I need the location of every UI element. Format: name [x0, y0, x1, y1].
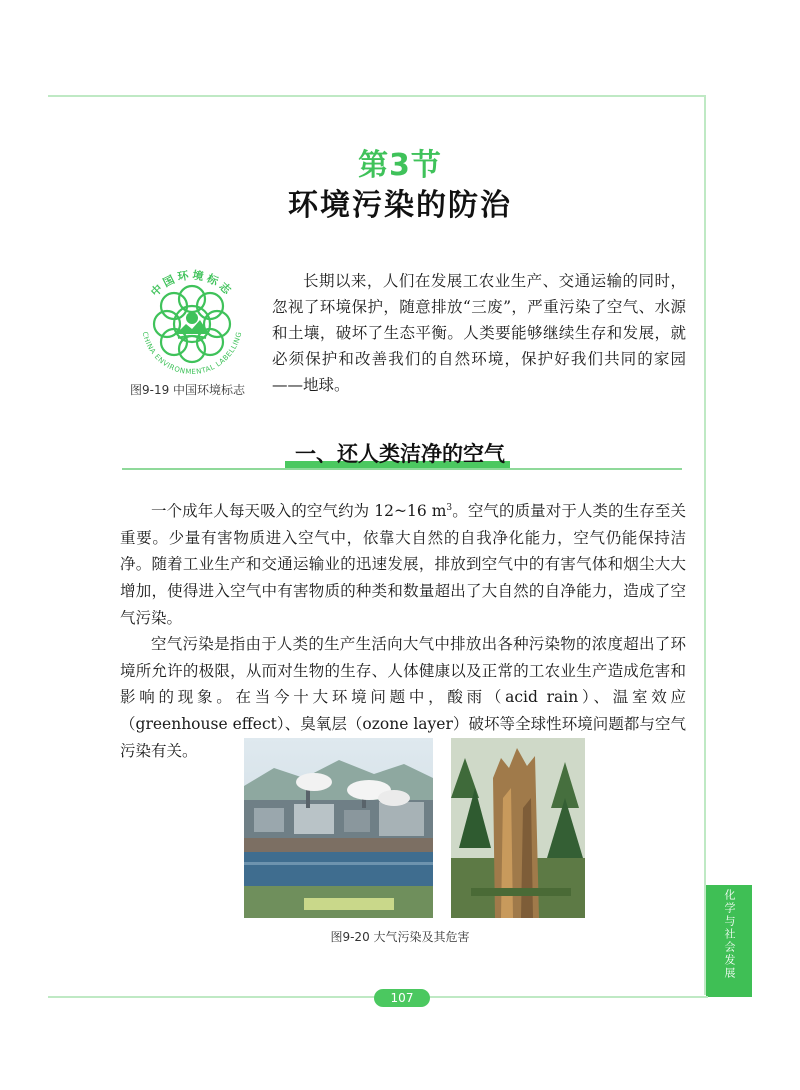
logo-caption: 图9-19 中国环境标志 — [130, 383, 246, 397]
figure-caption: 图9-20 大气污染及其危害 — [330, 930, 470, 944]
logo-bottom-text: CHINA ENVIRONMENTAL LABELLING — [140, 330, 244, 377]
svg-text:中国环境标志 — [148, 268, 237, 299]
logo-top-text: 中国环境标志 — [148, 268, 236, 300]
page-number: 107 — [374, 989, 430, 1007]
chapter-side-tab — [706, 885, 752, 997]
section-number: 第3节 — [358, 148, 442, 183]
side-tab-label: 化学与社会发展 — [723, 889, 736, 980]
acid-rain-damaged-forest-photo — [451, 738, 585, 918]
intro-paragraph: 长期以来，人们在发展工农业生产、交通运输的同时，忽视了环境保护，随意排放“三废”，严重污染了空气、水源和土壤，破坏了生态平衡。人类要能够继续生存和发展，就必须保护和改善我们的自然环境，保护好我们共同的家园——地球。 — [272, 272, 686, 394]
heading-underline — [122, 468, 682, 470]
section-title: 环境污染的防治 — [288, 188, 512, 223]
frame-right-line — [704, 95, 706, 995]
paragraph-2: 空气污染是指由于人类的生产生活向大气中排放出各种污染物的浓度超出了环境所允许的极限，从而对生物的生存、人体健康以及正常的工农业生产造成危害和影响的现象。在当今十大环境问题中，酸雨（acid rain）、温室效应（greenhouse effect）、臭氧层（ozone layer）破坏等全球性环境问题都与空气污染有关。 — [120, 635, 686, 760]
frame-top-line — [48, 95, 706, 97]
subsection-heading: 一、还人类洁净的空气 — [295, 442, 505, 466]
body-text — [120, 495, 686, 764]
svg-text:CHINA ENVIRONMENTAL LABELLING — [141, 331, 244, 376]
paragraph-1: 一个成年人每天吸入的空气约为 12~16 $m^3$。空气的质量对于人类的生存至关重要。少量有害物质进入空气中，依靠大自然的自我净化能力，空气仍能保持洁净。随着工业生产和交通运输业的迅速发展，排放到空气中的有害气体和烟尘大大增加，使得进入空气中有害物质的种类和数量超出了大自然的自净能力，造成了空气污染。 — [120, 502, 686, 627]
china-environmental-label-logo — [130, 262, 255, 387]
industrial-pollution-photo — [244, 738, 433, 918]
